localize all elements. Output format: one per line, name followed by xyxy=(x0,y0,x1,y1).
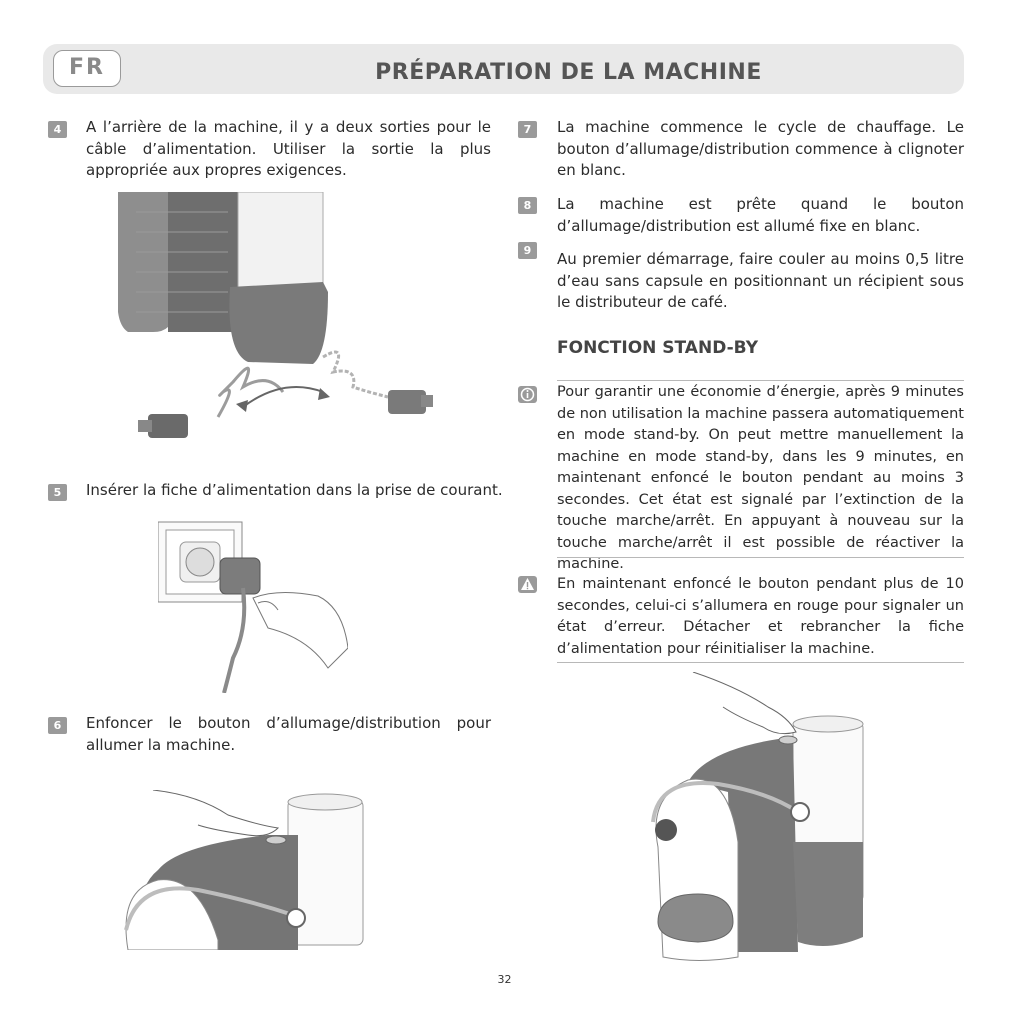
step-7-text: La machine commence le cycle de chauffage. Le bouton d’allumage/distribution commence à clignoter en blanc. xyxy=(557,118,964,179)
step-number-6: 6 xyxy=(48,717,67,734)
divider xyxy=(557,662,964,663)
step-number-9: 9 xyxy=(518,242,537,259)
cable-exit-illustration xyxy=(118,192,438,447)
language-label: FR xyxy=(53,50,121,87)
press-button-illustration xyxy=(118,790,368,950)
step-5-text: Insérer la fiche d’alimentation dans la prise de courant. xyxy=(86,481,503,499)
step-8-text: La machine est prête quand le bouton d’allumage/distribution est allumé fixe en blanc. xyxy=(557,195,964,235)
page-number: 32 xyxy=(497,973,512,986)
divider xyxy=(557,557,964,558)
step-number-8: 8 xyxy=(518,197,537,214)
step-9-text: Au premier démarrage, faire couler au moins 0,5 litre d’eau sans capsule en positionnant un récipient sous le distributeur de café. xyxy=(557,250,964,311)
step-6-text: Enfoncer le bouton d’allumage/distribution pour allumer la machine. xyxy=(86,714,491,754)
header-bar xyxy=(43,44,964,94)
divider xyxy=(557,380,964,381)
page-title: PRÉPARATION DE LA MACHINE xyxy=(375,60,762,85)
machine-standby-illustration xyxy=(638,672,878,964)
warning-icon xyxy=(518,576,537,593)
step-4-text: A l’arrière de la machine, il y a deux sorties pour le câble d’alimentation. Utiliser la sortie la plus appropriée aux propres exigences. xyxy=(86,118,491,179)
plug-socket-illustration xyxy=(158,518,348,693)
standby-warning-text: En maintenant enfoncé le bouton pendant plus de 10 secondes, celui-ci s’allumera en rouge pour signaler un état d’erreur. Détacher et rebrancher la fiche d’alimentation pour réinitialiser la machine. xyxy=(557,576,964,657)
step-number-5: 5 xyxy=(48,484,67,501)
section-title-standby: FONCTION STAND-BY xyxy=(557,338,759,358)
standby-info-text: Pour garantir une économie d’énergie, après 9 minutes de non utilisation la machine passera automatiquement en mode stand-by. On peut mettre manuellement la machine en mode stand-by, dans les 9 minutes, en maintenant enfoncé le bouton pendant au moins 3 secondes. Cet état est signalé par l’extinction de la touche marche/arrêt. En appuyant à nouveau sur la touche marche/arrêt il est possible de réactiver la machine. xyxy=(557,384,964,572)
step-number-4: 4 xyxy=(48,121,67,138)
info-icon xyxy=(518,386,537,403)
step-number-7: 7 xyxy=(518,121,537,138)
